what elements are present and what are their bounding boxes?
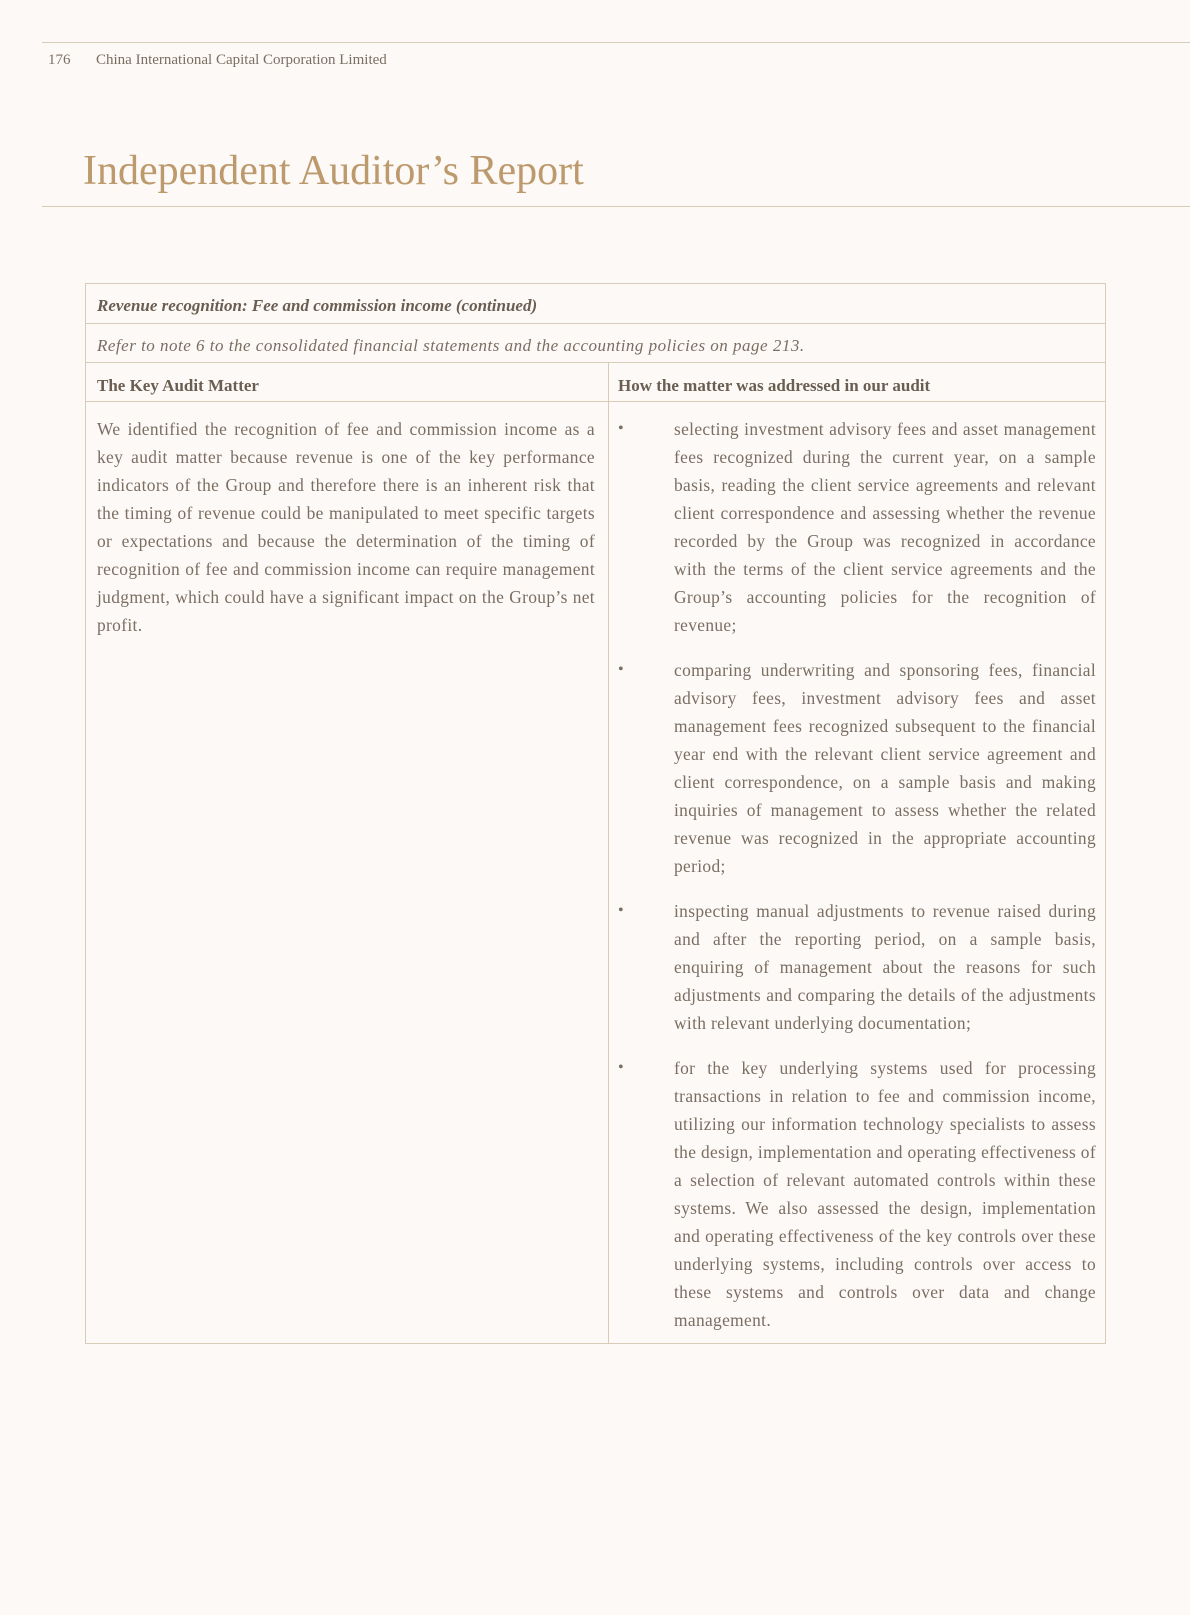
procedure-text: comparing underwriting and sponsoring fees, financial advisory fees, investment advisory fees and asset management fees recognized subsequent to the financial year end with the relevant client service agreement and client correspondence, on a sample basis and making inquiries of management to assess whether the related revenue was recognized in the appropriate accounting period;	[674, 660, 1096, 876]
page-title: Independent Auditor’s Report	[83, 148, 584, 194]
list-item	[618, 1054, 1096, 1334]
table-header-row	[86, 363, 1105, 402]
bullet-icon: •	[618, 661, 624, 678]
table-reference-note: Refer to note 6 to the consolidated financial statements and the accounting policies on page 213.	[86, 324, 1105, 363]
list-item	[618, 656, 1096, 880]
key-audit-matter-text: We identified the recognition of fee and commission income as a key audit matter because revenue is one of the key performance indicators of the Group and therefore there is an inherent risk that the timing of revenue could be manipulated to meet specific targets or expectations and because the determination of the timing of recognition of fee and commission income can require management judgment, which could have a significant impact on the Group’s net profit.	[97, 419, 595, 635]
column-divider	[608, 363, 609, 1343]
title-rule	[42, 206, 1190, 207]
audit-procedures-list	[618, 415, 1096, 1334]
audit-response-heading: How the matter was addressed in our audit	[618, 376, 931, 395]
running-header	[48, 52, 387, 69]
key-audit-matter-heading: The Key Audit Matter	[97, 376, 259, 395]
procedure-text: selecting investment advisory fees and asset management fees recognized during the current year, on a sample basis, reading the client service agreements and relevant client correspondence and assessing whether the revenue recorded by the Group was recognized in accordance with the terms of the client service agreements and the Group’s accounting policies for the recognition of revenue;	[674, 419, 1096, 635]
list-item	[618, 415, 1096, 639]
key-audit-matter-table	[85, 283, 1106, 1344]
bullet-icon: •	[618, 420, 624, 437]
procedure-text: for the key underlying systems used for processing transactions in relation to fee and commission income, utilizing our information technology specialists to assess the design, implementation and operating effectiveness of a selection of relevant automated controls within these systems. We also assessed the design, implementation and operating effectiveness of the key controls over these underlying systems, including controls over access to these systems and controls over data and change management.	[674, 1058, 1096, 1330]
table-caption: Revenue recognition: Fee and commission income (continued)	[86, 284, 1105, 324]
list-item	[618, 897, 1096, 1037]
bullet-icon: •	[618, 1059, 624, 1076]
procedure-text: inspecting manual adjustments to revenue raised during and after the reporting period, on a sample basis, enquiring of management about the reasons for such adjustments and comparing the details of the adjustments with relevant underlying documentation;	[674, 901, 1096, 1033]
page-number: 176	[48, 52, 71, 68]
company-name: China International Capital Corporation Limited	[96, 52, 387, 68]
bullet-icon: •	[618, 902, 624, 919]
header-rule	[42, 42, 1190, 43]
